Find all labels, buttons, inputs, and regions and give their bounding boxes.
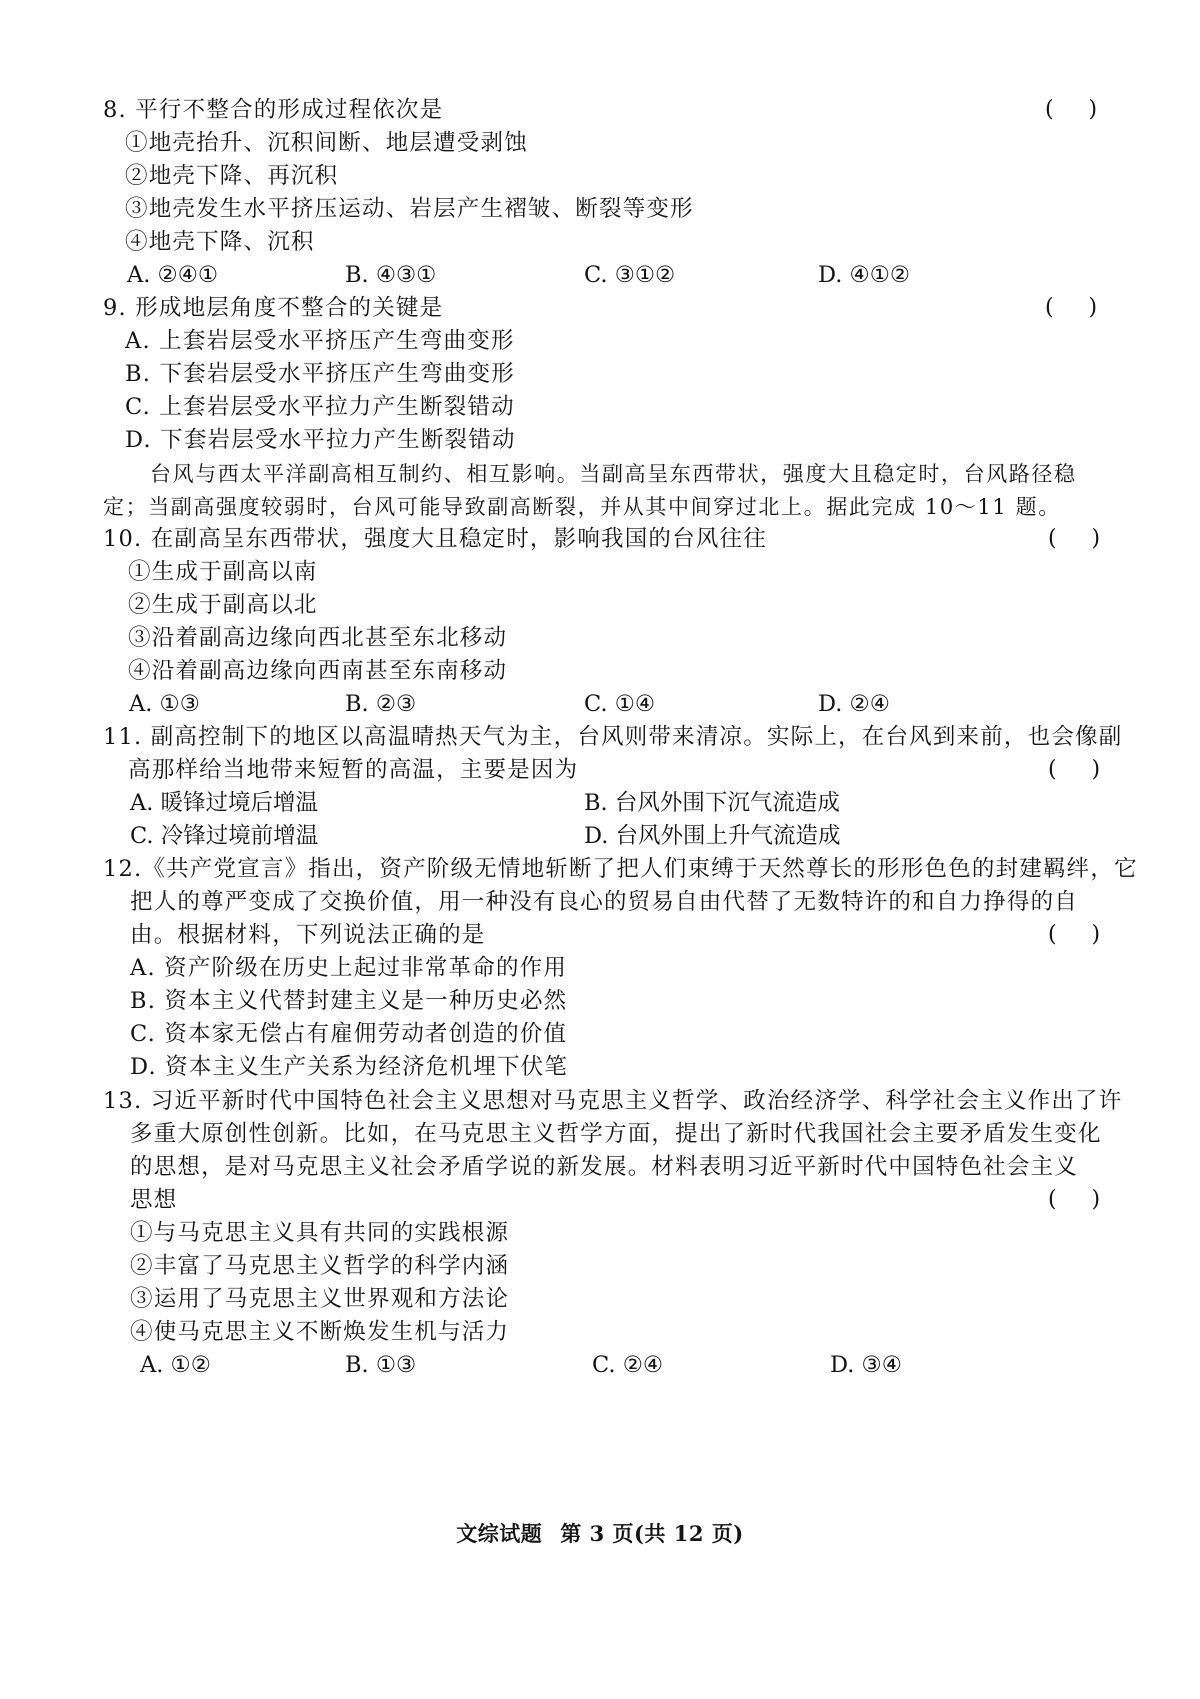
passage-line: 台风与西太平洋副高相互制约、相互影响。当副高呈东西带状，强度大且稳定时，台风路径稳 [150, 462, 1077, 486]
answer-blank: ( ) [1048, 526, 1101, 551]
question-stem: 的思想，是对马克思主义社会矛盾学说的新发展。材料表明习近平新时代中国特色社会主义 [130, 1154, 1079, 1180]
choice-item: C. 资本家无偿占有雇佣劳动者创造的价值 [130, 1021, 568, 1047]
footer-page-number: 第 3 页(共 12 页) [560, 1521, 744, 1546]
option-c: C. ①④ [584, 691, 656, 717]
option-c: C. ③①② [584, 262, 676, 288]
passage-line: 定；当副高强度较弱时，台风可能导致副高断裂，并从其中间穿过北上。据此完成 10～11 题。 [103, 495, 1061, 519]
page-footer [0, 1519, 1200, 1549]
option-a: A. ①③ [129, 691, 200, 717]
answer-blank: ( ) [1045, 97, 1098, 122]
option-b: B. ①③ [345, 1352, 417, 1378]
statement-item: ①地壳抬升、沉积间断、地层遭受剥蚀 [125, 130, 528, 156]
question-stem: 11. 副高控制下的地区以高温晴热天气为主，台风则带来清凉。实际上，在台风到来前，也会像副 [103, 724, 1123, 750]
statement-item: ④地壳下降、沉积 [125, 229, 315, 255]
choice-item: B. 资本主义代替封建主义是一种历史必然 [130, 988, 568, 1014]
answer-blank: ( ) [1048, 757, 1101, 782]
option-b: B. ②③ [345, 691, 417, 717]
statement-item: ①与马克思主义具有共同的实践根源 [130, 1220, 510, 1246]
option-d: D. ③④ [830, 1352, 902, 1378]
option-a: A. 暖锋过境后增温 [130, 790, 319, 816]
choice-item: D. 下套岩层受水平拉力产生断裂错动 [125, 427, 516, 453]
statement-item: ③地壳发生水平挤压运动、岩层产生褶皱、断裂等变形 [125, 196, 694, 222]
answer-blank: ( ) [1048, 1187, 1101, 1212]
answer-blank: ( ) [1048, 922, 1101, 947]
option-b: B. 台风外围下沉气流造成 [584, 790, 840, 816]
option-c: C. ②④ [592, 1352, 664, 1378]
option-a: A. ①② [140, 1352, 211, 1378]
choice-item: C. 上套岩层受水平拉力产生断裂错动 [125, 394, 515, 420]
answer-blank: ( ) [1045, 295, 1098, 320]
statement-item: ②生成于副高以北 [128, 592, 318, 618]
choice-item: B. 下套岩层受水平挤压产生弯曲变形 [125, 361, 515, 387]
option-d: D. 台风外围上升气流造成 [584, 823, 841, 849]
question-stem: 10. 在副高呈东西带状，强度大且稳定时，影响我国的台风往往 [103, 526, 767, 552]
question-stem: 思想 [130, 1187, 178, 1213]
footer-subject: 文综试题 [456, 1521, 543, 1546]
statement-item: ④使马克思主义不断焕发生机与活力 [130, 1319, 510, 1345]
option-b: B. ④③① [345, 262, 437, 288]
statement-item: ②丰富了马克思主义哲学的科学内涵 [130, 1253, 510, 1279]
option-d: D. ②④ [818, 691, 890, 717]
choice-item: D. 资本主义生产关系为经济危机埋下伏笔 [130, 1054, 569, 1080]
option-c: C. 冷锋过境前增温 [130, 823, 319, 849]
question-stem: 8. 平行不整合的形成过程依次是 [103, 97, 444, 123]
question-stem: 由。根据材料，下列说法正确的是 [130, 922, 486, 948]
option-a: A. ②④① [127, 262, 219, 288]
question-stem: 13. 习近平新时代中国特色社会主义思想对马克思主义哲学、政治经济学、科学社会主义作出了许 [103, 1088, 1123, 1114]
question-stem: 多重大原创性创新。比如，在马克思主义哲学方面，提出了新时代我国社会主要矛盾发生变化 [130, 1121, 1102, 1147]
question-stem: 12.《共产党宣言》指出，资产阶级无情地斩断了把人们束缚于天然尊长的形形色色的封建羁绊，它 [103, 856, 1138, 882]
choice-item: A. 资产阶级在历史上起过非常革命的作用 [130, 955, 568, 981]
question-stem: 9. 形成地层角度不整合的关键是 [103, 295, 444, 321]
statement-item: ①生成于副高以南 [128, 559, 318, 585]
statement-item: ④沿着副高边缘向西南甚至东南移动 [128, 658, 508, 684]
question-stem: 把人的尊严变成了交换价值，用一种没有良心的贸易自由代替了无数特许的和自力挣得的自 [130, 889, 1079, 915]
statement-item: ③沿着副高边缘向西北甚至东北移动 [128, 625, 508, 651]
choice-item: A. 上套岩层受水平挤压产生弯曲变形 [125, 328, 515, 354]
question-stem: 高那样给当地带来短暂的高温，主要是因为 [128, 757, 579, 783]
option-d: D. ④①② [818, 262, 911, 288]
statement-item: ③运用了马克思主义世界观和方法论 [130, 1286, 510, 1312]
statement-item: ②地壳下降、再沉积 [125, 163, 339, 189]
